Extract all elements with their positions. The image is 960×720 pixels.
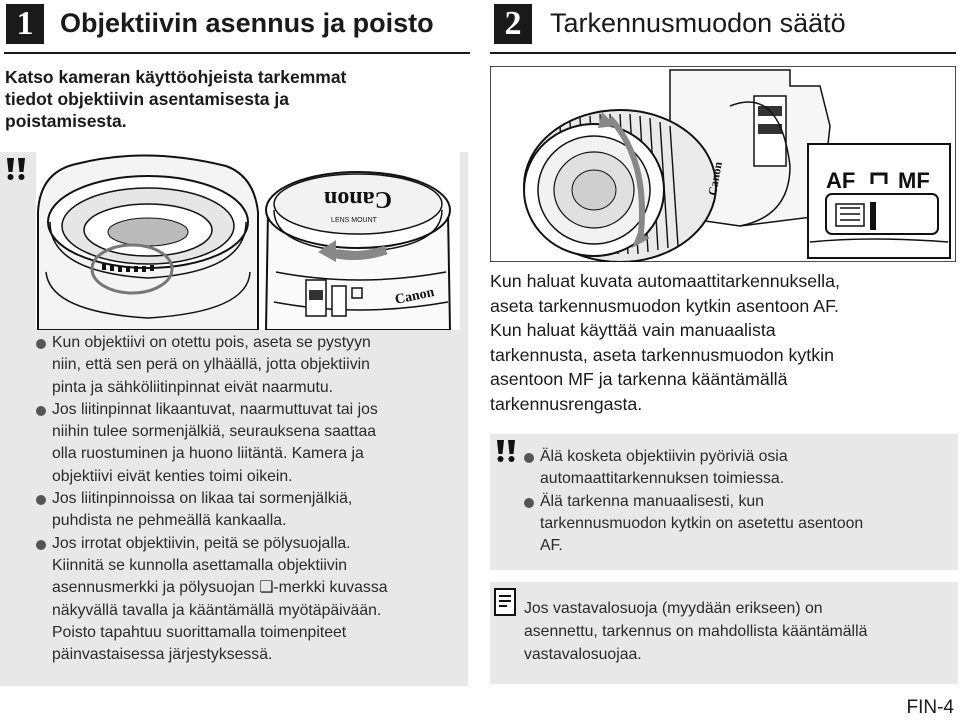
page-number: FIN-4 — [906, 697, 954, 718]
focus-mode-text: Kun haluat kuvata automaattitarkennuksella, aseta tarkennusmuodon kytkin asentoon AF. Kun haluat käyttää vain manuaalista tarkennusta, aseta tarkennusmuodon kytkin asentoon MF ja tarkenna kääntämällä tarkennusrengasta. — [490, 271, 840, 414]
svg-text:AF: AF — [826, 168, 856, 193]
focus-mode-switch-photo — [490, 66, 956, 262]
svg-text:Canon: Canon — [705, 160, 725, 197]
caution-list — [36, 332, 464, 666]
lens-mount-photo — [36, 152, 460, 330]
list-item: Jos liitinpinnat likaantuvat, naarmuttuvat tai jos niihin tulee sormenjälkiä, seurauksena saattaa olla ruostuminen ja huono liitäntä. Kamera ja objektiivi eivät kenties toimi oikein. — [36, 399, 464, 488]
caution-list — [524, 446, 954, 557]
list-item: Kun objektiivi on otettu pois, aseta se pystyyn niin, että sen perä on ylhäällä, jotta objektiivin pinta ja sähköliitinpinnat eivät naarmutu. — [36, 332, 464, 399]
title-rule — [4, 52, 470, 54]
note-text: Jos vastavalosuoja (myydään erikseen) on asennettu, tarkennus on mahdollista kääntämällä vastavalosuojaa. — [524, 600, 868, 663]
title-rule — [490, 52, 956, 54]
section-number-badge: 2 — [494, 4, 532, 44]
svg-text:LENS MOUNT: LENS MOUNT — [331, 217, 377, 224]
intro-text: Katso kameran käyttöohjeista tarkemmat tiedot objektiivin asentamisesta ja poistamisesta. — [5, 67, 347, 131]
svg-text:Canon: Canon — [393, 284, 436, 308]
svg-text:Canon: Canon — [323, 186, 393, 212]
exclamation-warning-icon — [494, 438, 520, 464]
list-item: Jos liitinpinnoissa on likaa tai sormenjälkiä, puhdista ne pehmeällä kankaalla. — [36, 488, 464, 533]
section-number-badge: 1 — [6, 4, 44, 44]
section-title: Objektiivin asennus ja poisto — [60, 8, 434, 38]
list-item: Älä tarkenna manuaalisesti, kun tarkennusmuodon kytkin on asetettu asentoon AF. — [524, 491, 954, 558]
svg-text:MF: MF — [898, 168, 930, 193]
exclamation-warning-icon — [4, 156, 30, 182]
list-item: Jos irrotat objektiivin, peitä se pölysuojalla. Kiinnitä se kunnolla asettamalla objektiivin asennusmerkki ja pölysuojan ❏-merkki kuvassa näkyvällä tavalla ja kääntämällä myötäpäivään. Poisto tapahtuu suorittamalla toimenpiteet päinvastaisessa järjestyksessä. — [36, 533, 464, 667]
section-title: Tarkennusmuodon säätö — [550, 8, 846, 38]
list-item: Älä kosketa objektiivin pyöriviä osia automaattitarkennuksen toimiessa. — [524, 446, 954, 491]
memo-note-icon — [494, 588, 516, 616]
